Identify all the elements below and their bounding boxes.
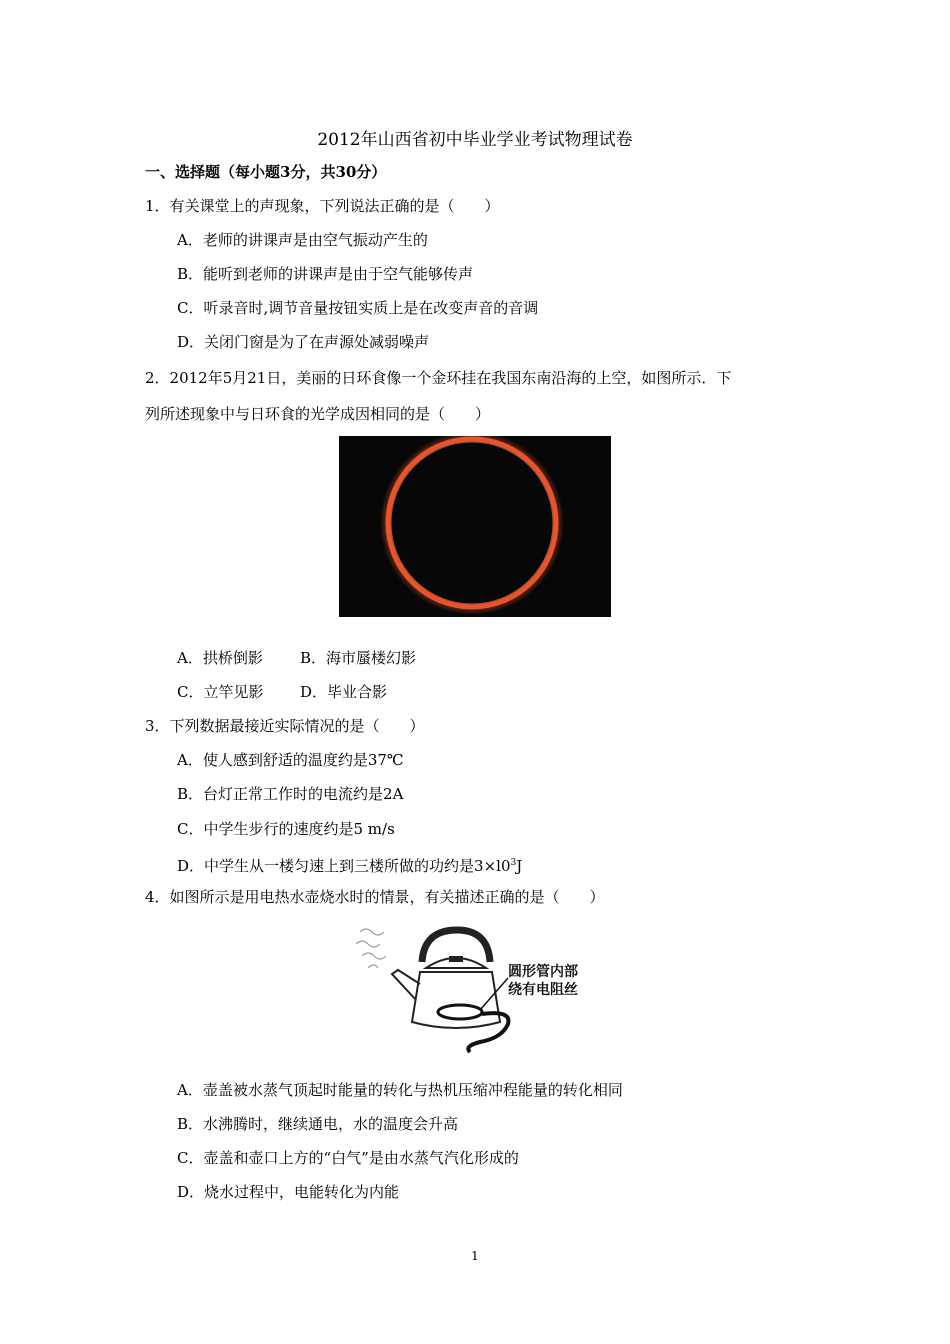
question-4-option-a: A．壶盖被水蒸气顶起时能量的转化与热机压缩冲程能量的转化相同 — [177, 1081, 623, 1099]
question-1-option-a: A．老师的讲课声是由空气振动产生的 — [177, 231, 428, 249]
question-3-option-a: A．使人感到舒适的温度约是37℃ — [177, 751, 404, 769]
question-2-option-d: D．毕业合影 — [300, 683, 388, 701]
question-2-stem-line1: 2．2012年5月21日，美丽的日环食像一个金环挂在我国东南沿海的上空，如图所示．下 — [145, 369, 732, 387]
question-2-option-c: C．立竿见影 — [177, 683, 264, 701]
question-2-stem-line2: 列所述现象中与日环食的光学成因相同的是（ ） — [145, 405, 491, 423]
question-1-option-c: C．听录音时,调节音量按钮实质上是在改变声音的音调 — [177, 299, 539, 317]
annular-eclipse-image — [339, 436, 611, 617]
question-1-option-d: D．关闭门窗是为了在声源处减弱噪声 — [177, 333, 430, 351]
question-4-option-d: D．烧水过程中，电能转化为内能 — [177, 1183, 400, 1201]
question-2-option-b: B．海市蜃楼幻影 — [300, 649, 417, 667]
question-1-stem: 1．有关课堂上的声现象，下列说法正确的是（ ） — [145, 197, 500, 215]
question-2-option-a: A．拱桥倒影 — [177, 649, 263, 667]
question-4-option-c: C．壶盖和壶口上方的“白气”是由水蒸气汽化形成的 — [177, 1149, 519, 1167]
figure-label-line1: 圆形管内部 — [508, 964, 578, 980]
question-3-option-c: C．中学生步行的速度约是5 m/s — [177, 820, 395, 838]
page-title: 2012年山西省初中毕业学业考试物理试卷 — [317, 130, 633, 150]
question-3-option-d: D．中学生从一楼匀速上到三楼所做的功约是$3\times l0^3J$ — [177, 857, 523, 875]
electric-kettle-figure — [352, 922, 602, 1054]
section-heading: 一、选择题（每小题3分，共30分） — [145, 163, 387, 181]
question-4-option-b: B．水沸腾时，继续通电，水的温度会升高 — [177, 1115, 459, 1133]
question-1-option-b: B．能听到老师的讲课声是由于空气能够传声 — [177, 265, 474, 283]
page-number: 1 — [471, 1249, 479, 1263]
figure-label-line2: 绕有电阻丝 — [508, 982, 578, 998]
question-4-stem: 4．如图所示是用电热水壶烧水时的情景，有关描述正确的是（ ） — [145, 888, 605, 906]
question-3-option-b: B．台灯正常工作时的电流约是2A — [177, 785, 404, 803]
question-3-stem: 3．下列数据最接近实际情况的是（ ） — [145, 717, 425, 735]
